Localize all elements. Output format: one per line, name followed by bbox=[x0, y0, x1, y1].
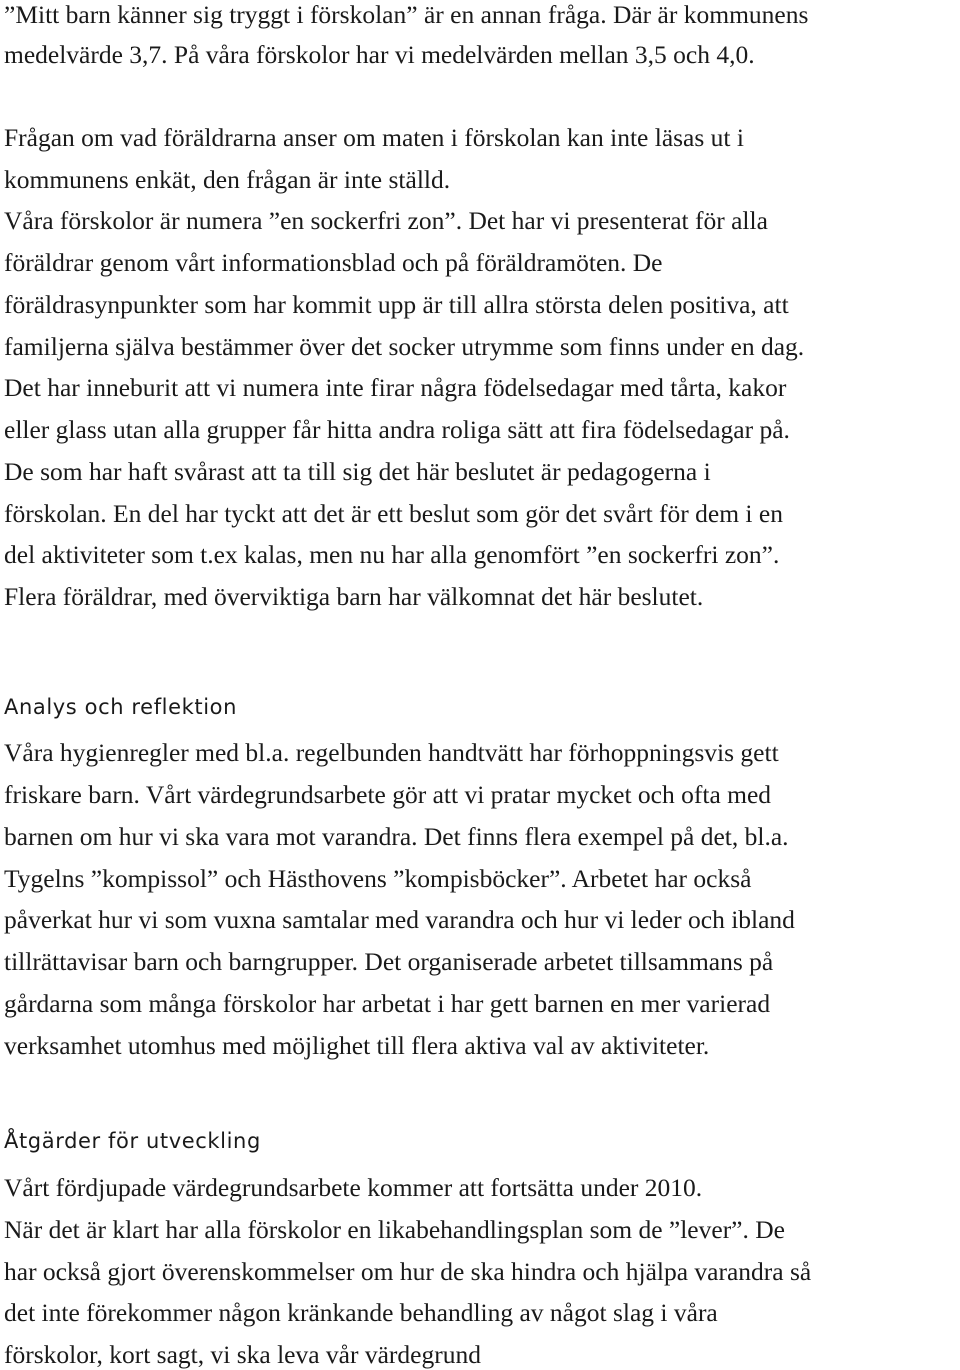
paragraph-line: eller glass utan alla grupper får hitta andra roliga sätt att fira födelsedagar på. bbox=[4, 415, 790, 444]
paragraph-line: Våra förskolor är numera ”en sockerfri zon”. Det har vi presenterat för alla bbox=[4, 206, 768, 235]
paragraph-line: Våra hygienregler med bl.a. regelbunden handtvätt har förhoppningsvis gett bbox=[4, 738, 779, 767]
section-heading: Analys och reflektion bbox=[4, 695, 238, 719]
paragraph-line: verksamhet utomhus med möjlighet till flera aktiva val av aktiviteter. bbox=[4, 1031, 710, 1060]
paragraph-line: När det är klart har alla förskolor en likabehandlingsplan som de ”lever”. De bbox=[4, 1215, 785, 1244]
paragraph-line: förskolan. En del har tyckt att det är ett beslut som gör det svårt för dem i en bbox=[4, 499, 783, 528]
paragraph-line: Flera föräldrar, med överviktiga barn har välkomnat det här beslutet. bbox=[4, 582, 704, 611]
paragraph-line: påverkat hur vi som vuxna samtalar med varandra och hur vi leder och ibland bbox=[4, 905, 795, 934]
paragraph-line: föräldrar genom vårt informationsblad och på föräldramöten. De bbox=[4, 248, 663, 277]
paragraph-line: del aktiviteter som t.ex kalas, men nu har alla genomfört ”en sockerfri zon”. bbox=[4, 540, 780, 569]
paragraph-line: friskare barn. Vårt värdegrundsarbete gör att vi pratar mycket och ofta med bbox=[4, 780, 772, 809]
paragraph-line: gårdarna som många förskolor har arbetat i har gett barnen en mer varierad bbox=[4, 989, 771, 1018]
paragraph-line: Det har inneburit att vi numera inte firar några födelsedagar med tårta, kakor bbox=[4, 373, 787, 402]
section-heading: Åtgärder för utveckling bbox=[4, 1129, 261, 1153]
paragraph-line: föräldrasynpunkter som har kommit upp är till allra största delen positiva, att bbox=[4, 290, 789, 319]
paragraph-line: Tygelns ”kompissol” och Hästhovens ”kompisböcker”. Arbetet har också bbox=[4, 864, 752, 893]
paragraph-line: förskolor, kort sagt, vi ska leva vår värdegrund bbox=[4, 1340, 481, 1369]
paragraph-line: ”Mitt barn känner sig tryggt i förskolan” är en annan fråga. Där är kommunens bbox=[4, 0, 809, 29]
paragraph-line: De som har haft svårast att ta till sig det här beslutet är pedagogerna i bbox=[4, 457, 711, 486]
paragraph-line: har också gjort överenskommelser om hur de ska hindra och hjälpa varandra så bbox=[4, 1257, 812, 1286]
paragraph-line: Vårt fördjupade värdegrundsarbete kommer att fortsätta under 2010. bbox=[4, 1173, 703, 1202]
paragraph-line: kommunens enkät, den frågan är inte ställd. bbox=[4, 165, 451, 194]
paragraph-line: medelvärde 3,7. På våra förskolor har vi medelvärden mellan 3,5 och 4,0. bbox=[4, 40, 755, 69]
paragraph-line: tillrättavisar barn och barngrupper. Det organiserade arbetet tillsammans på bbox=[4, 947, 774, 976]
paragraph-line: familjerna själva bestämmer över det socker utrymme som finns under en dag. bbox=[4, 332, 805, 361]
paragraph-line: det inte förekommer någon kränkande behandling av något slag i våra bbox=[4, 1298, 718, 1327]
paragraph-line: barnen om hur vi ska vara mot varandra. Det finns flera exempel på det, bl.a. bbox=[4, 822, 789, 851]
paragraph-line: Frågan om vad föräldrarna anser om maten i förskolan kan inte läsas ut i bbox=[4, 123, 744, 152]
